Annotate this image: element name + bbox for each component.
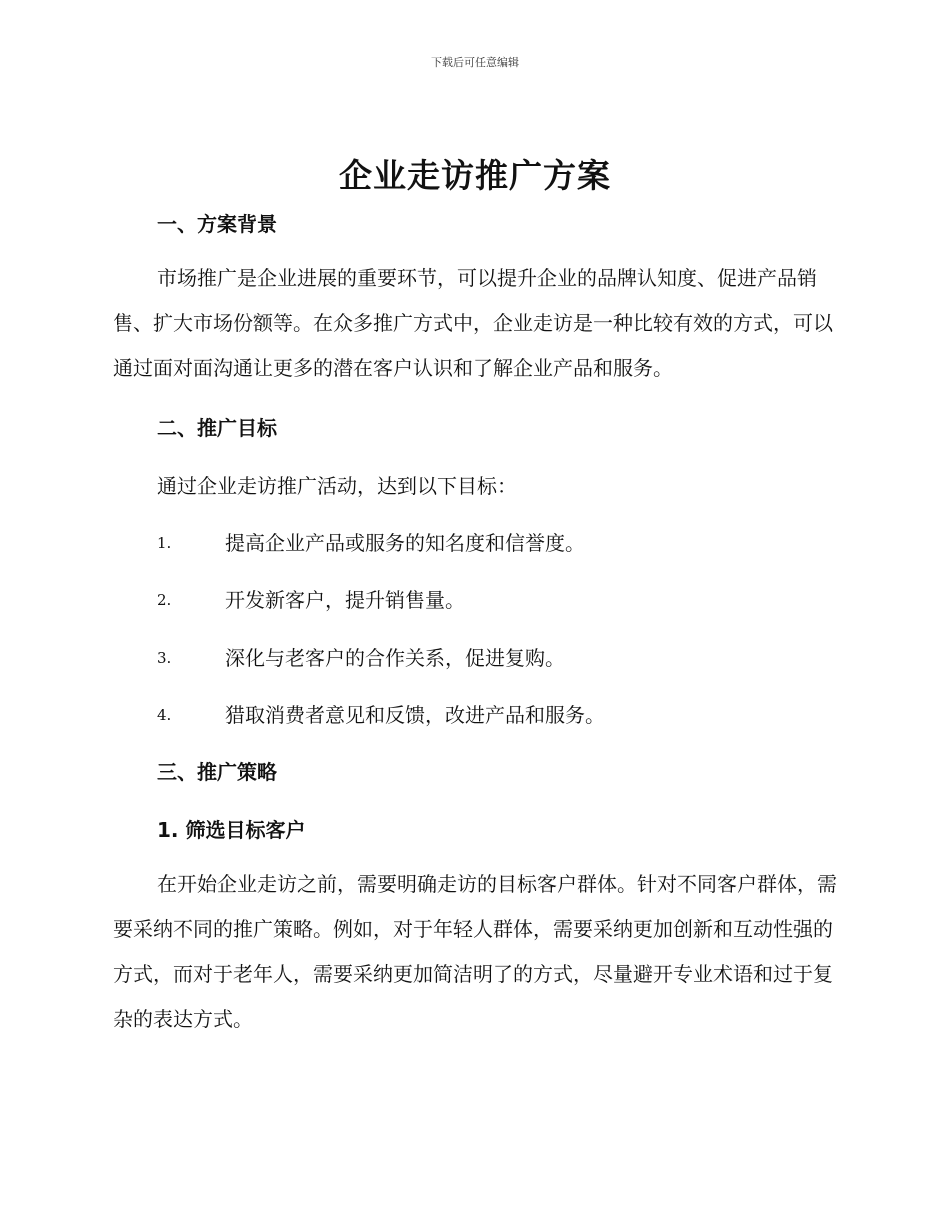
section-heading-strategy: 三、推广策略 <box>157 760 277 784</box>
list-item-number: 1. <box>157 534 172 552</box>
document-title: 企业走访推广方案 <box>339 156 611 195</box>
section-heading-background: 一、方案背景 <box>157 212 277 236</box>
background-paragraph: 市场推广是企业进展的重要环节，可以提升企业的品牌认知度、促进产品销售、扩大市场份额等。在众多推广方式中，企业走访是一种比较有效的方式，可以通过面对面沟通让更多的潜在客户认识和了解企业产品和服务。 <box>113 266 833 380</box>
header-note: 下载后可任意编辑 <box>431 56 519 69</box>
strategy-paragraph: 在开始企业走访之前，需要明确走访的目标客户群体。针对不同客户群体，需要采纳不同的推广策略。例如，对于年轻人群体，需要采纳更加创新和互动性强的方式，而对于老年人，需要采纳更加简洁明了的方式，尽量避开专业术语和过于复杂的表达方式。 <box>113 872 837 1031</box>
list-item <box>157 584 857 613</box>
section-heading-goals: 二、推广目标 <box>157 416 277 440</box>
list-item-text: 猎取消费者意见和反馈，改进产品和服务。 <box>225 703 605 727</box>
subsection-heading: 1. 筛选目标客户 <box>157 818 306 842</box>
goals-intro: 通过企业走访推广活动，达到以下目标： <box>157 474 517 498</box>
list-item-text: 开发新客户，提升销售量。 <box>225 588 465 612</box>
list-item-number: 4. <box>157 706 172 724</box>
list-item-text: 提高企业产品或服务的知名度和信誉度。 <box>225 531 585 555</box>
list-item <box>157 642 857 671</box>
list-item-number: 2. <box>157 591 172 609</box>
list-item <box>157 527 857 556</box>
list-item-text: 深化与老客户的合作关系，促进复购。 <box>225 646 565 670</box>
list-item <box>157 699 857 728</box>
list-item-number: 3. <box>157 649 172 667</box>
